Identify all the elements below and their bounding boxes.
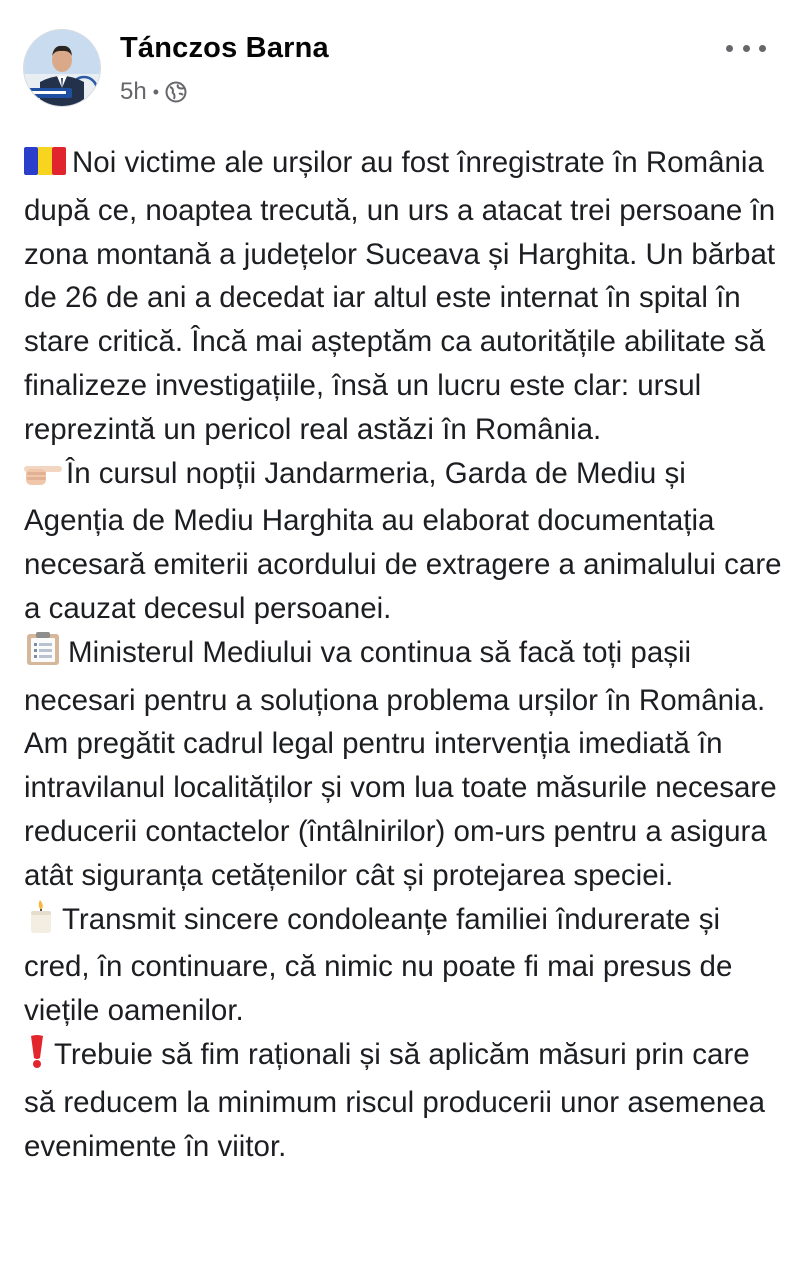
paragraph-text: Noi victime ale urșilor au fost înregistrate în România după ce, noaptea trecută, un urs a atacat trei persoane în zona montană a județelor Suceava și Harghita. Un bărbat de 26 de ani a decedat iar altul este internat în spital în stare critică. Încă mai așteptăm ca autoritățile abilitate să finalizeze investigațiile, însă un lucru este clar: ursul reprezintă un pericol real astăzi în România. [24, 146, 776, 446]
post-meta [120, 78, 187, 106]
exclamation-mark-icon [24, 1034, 50, 1081]
clipboard-icon [24, 632, 62, 679]
profile-photo [24, 30, 100, 106]
post-paragraph [24, 141, 784, 452]
author-name[interactable]: Tánczos Barna [120, 32, 329, 64]
paragraph-text: Ministerul Mediului va continua să facă toți pașii necesari pentru a soluționa problema urșilor în România. Am pregătit cadrul legal pentru intervenția imediată în intravilanul localităților și vom lua toate măsurile necesare reducerii contactelor (întâlnirilor) om-urs pentru a asigura atât siguranța cetățenilor cât și protejarea speciei. [24, 635, 777, 892]
meta-separator: • [152, 81, 160, 102]
paragraph-text: În cursul nopții Jandarmeria, Garda de Mediu și Agenția de Mediu Harghita au elaborat documentația necesară emiterii acordului de extragere a animalului care a cauzat decesul persoanei. [24, 456, 782, 625]
candle-icon [24, 899, 58, 946]
pointing-hand-icon [24, 456, 66, 500]
post-paragraph [24, 452, 784, 631]
post-header [24, 28, 776, 112]
post-paragraph [24, 1033, 784, 1168]
post-paragraph [24, 898, 784, 1033]
post-time[interactable]: 5h [120, 78, 147, 105]
avatar[interactable] [24, 30, 100, 106]
post-text [24, 141, 784, 1168]
post-paragraph [24, 631, 784, 898]
paragraph-text: Trebuie să fim raționali și să aplicăm măsuri prin care să reducem la minimum riscul producerii unor asemenea evenimente în viitor. [24, 1037, 766, 1163]
more-options-icon[interactable] [726, 34, 766, 62]
romanian-flag-icon [24, 145, 66, 189]
paragraph-text: Transmit sincere condoleanțe familiei îndurerate și cred, în continuare, că nimic nu poate fi mai presus de viețile oamenilor. [24, 902, 733, 1028]
globe-icon[interactable] [165, 81, 187, 103]
